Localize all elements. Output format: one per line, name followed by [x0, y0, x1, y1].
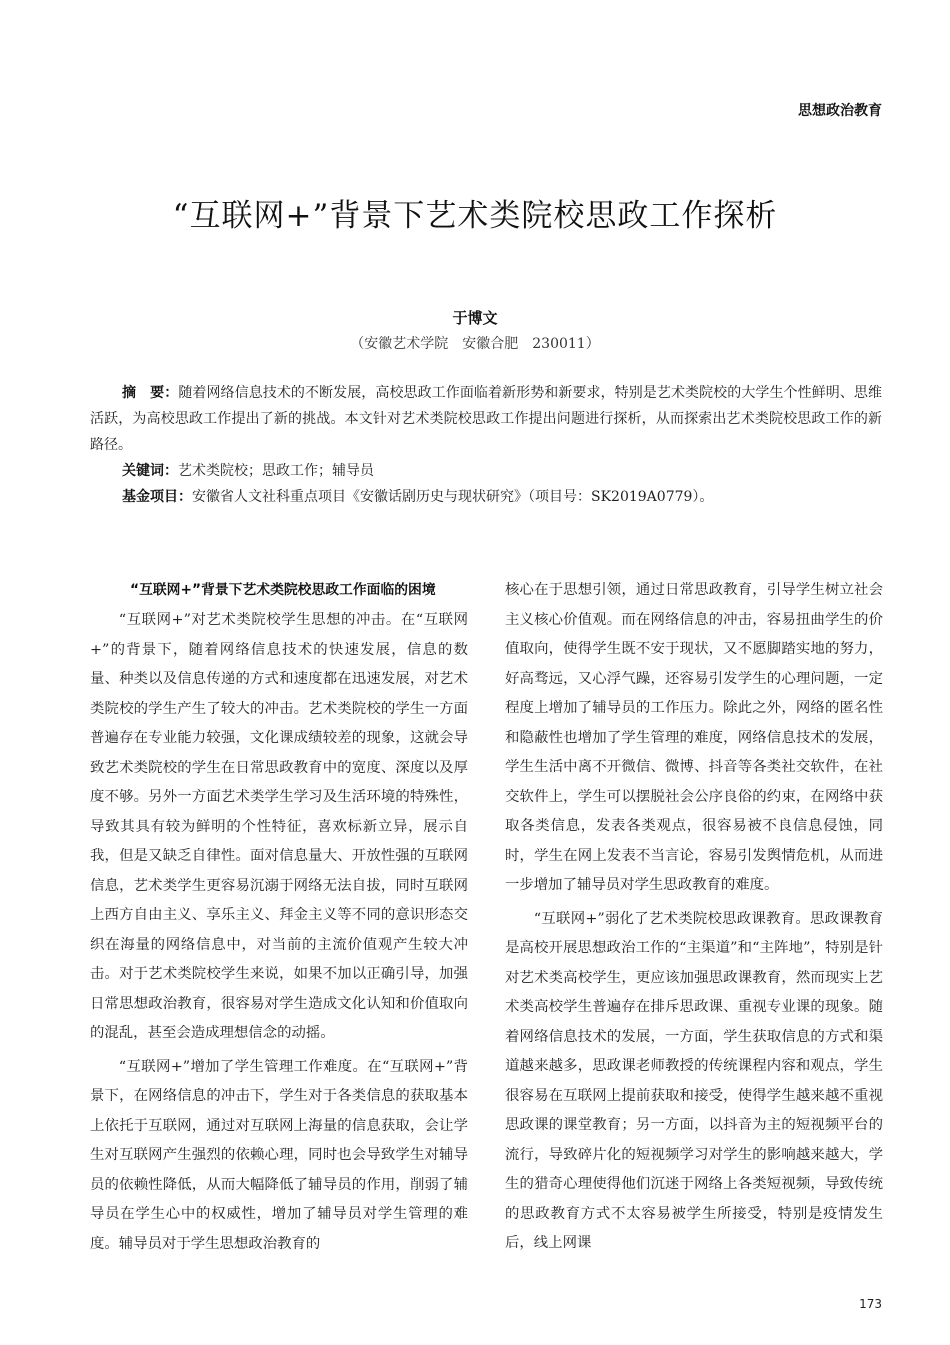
author-affiliation: （安徽艺术学院 安徽合肥 230011）	[350, 336, 600, 352]
section-heading: “互联网+”背景下艺术类院校思政工作面临的困境	[130, 582, 436, 598]
abstract-block	[90, 380, 882, 510]
keywords-text: 艺术类院校；思政工作；辅导员	[178, 463, 374, 479]
fund-line	[90, 484, 882, 510]
page-number: 173	[859, 1297, 882, 1311]
abstract-paragraph	[90, 380, 882, 458]
article-title: “互联网+”背景下艺术类院校思政工作探析	[172, 198, 778, 234]
abstract-label: 摘 要：	[122, 385, 179, 401]
author-name: 于博文	[452, 309, 498, 327]
left-column	[90, 576, 468, 1263]
body-paragraph: “互联网+”弱化了艺术类院校思政课教育。思政课教育是高校开展思想政治工作的“主渠道”和“主阵地”，特别是针对艺术类高校学生，更应该加强思政课教育，然而现实上艺术类高校学生普遍存在排斥思政课、重视专业课的现象。随着网络信息技术的发展，一方面，学生获取信息的方式和渠道越来越多，思政课老师教授的传统课程内容和观点，学生很容易在互联网上提前获取和接受，使得学生越来越不重视思政课的课堂教育；另一方面，以抖音为主的短视频平台的流行，导致碎片化的短视频学习对学生的影响越来越大，学生的猎奇心理使得他们沉迷于网络上各类短视频，导致传统的思政教育方式不太容易被学生所接受，特别是疫情发生后，线上网课	[505, 910, 883, 1251]
body-paragraph-continued: 核心在于思想引领，通过日常思政教育，引导学生树立社会主义核心价值观。而在网络信息的冲击，容易扭曲学生的价值取向，使得学生既不安于现状，又不愿脚踏实地的努力，好高骛远，又心浮气躁，还容易引发学生的心理问题，一定程度上增加了辅导员的工作压力。除此之外，网络的匿名性和隐蔽性也增加了学生管理的难度，网络信息技术的发展，学生生活中离不开微信、微博、抖音等各类社交软件，在社交软件上，学生可以摆脱社会公序良俗的约束，在网络中获取各类信息，发表各类观点，很容易被不良信息侵蚀，同时，学生在网上发表不当言论，容易引发舆情危机，从而进一步增加了辅导员对学生思政教育的难度。	[505, 582, 883, 893]
body-paragraph: “互联网+”增加了学生管理工作难度。在“互联网+”背景下，在网络信息的冲击下，学生对于各类信息的获取基本上依托于互联网，通过对互联网上海量的信息获取，会让学生对互联网产生强烈的依赖心理，同时也会导致学生对辅导员的依赖性降低，从而大幅降低了辅导员的作用，削弱了辅导员在学生心中的权威性，增加了辅导员对学生管理的难度。辅导员对于学生思想政治教育的	[90, 1058, 468, 1252]
fund-text: 安徽省人文社科重点项目《安徽话剧历史与现状研究》（项目号：SK2019A0779）。	[192, 489, 714, 505]
abstract-text: 随着网络信息技术的不断发展，高校思政工作面临着新形势和新要求，特别是艺术类院校的大学生个性鲜明、思维活跃，为高校思政工作提出了新的挑战。本文针对艺术类院校思政工作提出问题进行探析，从而探索出艺术类院校思政工作的新路径。	[90, 385, 883, 453]
fund-label: 基金项目：	[122, 489, 192, 505]
keywords-label: 关键词：	[122, 463, 178, 479]
right-column	[505, 576, 883, 1263]
body-paragraph: “互联网+”对艺术类院校学生思想的冲击。在“互联网+”的背景下，随着网络信息技术的快速发展，信息的数量、种类以及信息传递的方式和速度都在迅速发展，对艺术类院校的学生产生了较大的冲击。艺术类院校的学生一方面普遍存在专业能力较强，文化课成绩较差的现象，这就会导致艺术类院校的学生在日常思政教育中的宽度、深度以及厚度不够。另外一方面艺术类学生学习及生活环境的特殊性，导致其具有较为鲜明的个性特征，喜欢标新立异，展示自我，但是又缺乏自律性。面对信息量大、开放性强的互联网信息，艺术类学生更容易沉溺于网络无法自拔，同时互联网上西方自由主义、享乐主义、拜金主义等不同的意识形态交织在海量的网络信息中，对当前的主流价值观产生较大冲击。对于艺术类院校学生来说，如果不加以正确引导，加强日常思想政治教育，很容易对学生造成文化认知和价值取向的混乱，甚至会造成理想信念的动摇。	[90, 612, 468, 1041]
section-tag: 思想政治教育	[798, 103, 882, 119]
keywords-line	[90, 458, 882, 484]
